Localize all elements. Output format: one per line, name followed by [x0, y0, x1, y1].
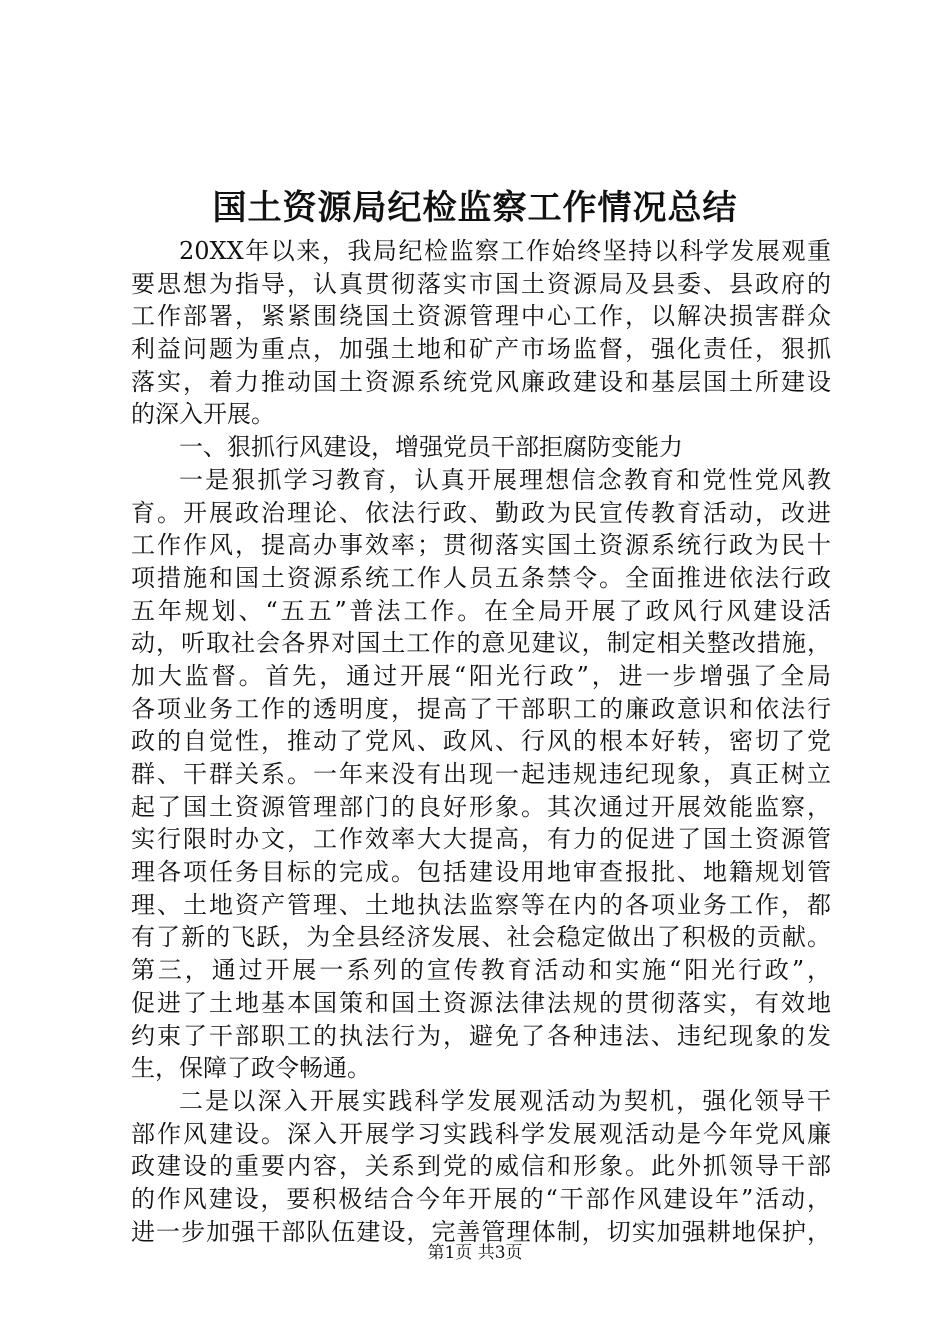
body-line: 的作风建设，要积极结合今年开展的“干部作风建设年”活动， [131, 1184, 831, 1213]
body-line: 起了国土资源管理部门的良好形象。其次通过开展效能监察， [131, 792, 831, 821]
body-line: 育。开展政治理论、依法行政、勤政为民宣传教育活动，改进 [131, 498, 831, 527]
body-line: 加大监督。首先，通过开展“阳光行政”，进一步增强了全局 [131, 661, 831, 690]
page-footer: 第1页 共3页 [427, 1243, 523, 1263]
body-line: 要思想为指导，认真贯彻落实市国土资源局及县委、县政府的 [131, 269, 831, 298]
body-line: 政建设的重要内容，关系到党的威信和形象。此外抓领导干部 [131, 1152, 831, 1181]
body-line: 二是以深入开展实践科学发展观活动为契机，强化领导干 [179, 1086, 831, 1115]
body-line: 理各项任务目标的完成。包括建设用地审查报批、地籍规划管 [131, 858, 831, 887]
body-line: 理、土地资产管理、土地执法监察等在内的各项业务工作，都 [131, 890, 831, 919]
body-line: 利益问题为重点，加强土地和矿产市场监督，强化责任，狠抓 [131, 335, 831, 364]
body-line: 的深入开展。 [131, 400, 275, 429]
body-line: 动，听取社会各界对国土工作的意见建议，制定相关整改措施， [131, 629, 831, 658]
document-body [131, 235, 831, 1248]
body-line: 20XX年以来，我局纪检监察工作始终坚持以科学发展观重 [179, 237, 831, 265]
body-line: 约束了干部职工的执法行为，避免了各种违法、违纪现象的发 [131, 1021, 831, 1050]
body-line: 各项业务工作的透明度，提高了干部职工的廉政意识和依法行 [131, 694, 831, 723]
body-line: 有了新的飞跃，为全县经济发展、社会稳定做出了积极的贡献。 [131, 923, 831, 952]
body-line: 工作部署，紧紧围绕国土资源管理中心工作，以解决损害群众 [131, 302, 831, 331]
body-line: 政的自觉性，推动了党风、政风、行风的根本好转，密切了党 [131, 727, 831, 756]
body-line: 一是狠抓学习教育，认真开展理想信念教育和党性党风教 [179, 465, 831, 494]
body-line: 生，保障了政令畅通。 [131, 1054, 371, 1083]
body-line: 工作作风，提高办事效率；贯彻落实国土资源系统行政为民十 [131, 531, 831, 560]
body-line: 促进了土地基本国策和国土资源法律法规的贯彻落实，有效地 [131, 988, 831, 1017]
document-title: 国土资源局纪检监察工作情况总结 [212, 188, 738, 228]
body-line: 进一步加强干部队伍建设，完善管理体制，切实加强耕地保护， [131, 1217, 831, 1246]
body-line: 一、狠抓行风建设，增强党员干部拒腐防变能力 [179, 433, 683, 462]
body-line: 实行限时办文，工作效率大大提高，有力的促进了国土资源管 [131, 825, 831, 854]
body-line: 五年规划、“五五”普法工作。在全局开展了政风行风建设活 [131, 596, 831, 625]
body-line: 项措施和国土资源系统工作人员五条禁令。全面推进依法行政 [131, 563, 831, 592]
body-line: 群、干群关系。一年来没有出现一起违规违纪现象，真正树立 [131, 760, 831, 788]
body-line: 部作风建设。深入开展学习实践科学发展观活动是今年党风廉 [131, 1119, 831, 1148]
body-line: 第三，通过开展一系列的宣传教育活动和实施“阳光行政”， [131, 956, 831, 985]
body-line: 落实，着力推动国土资源系统党风廉政建设和基层国土所建设 [131, 367, 831, 396]
